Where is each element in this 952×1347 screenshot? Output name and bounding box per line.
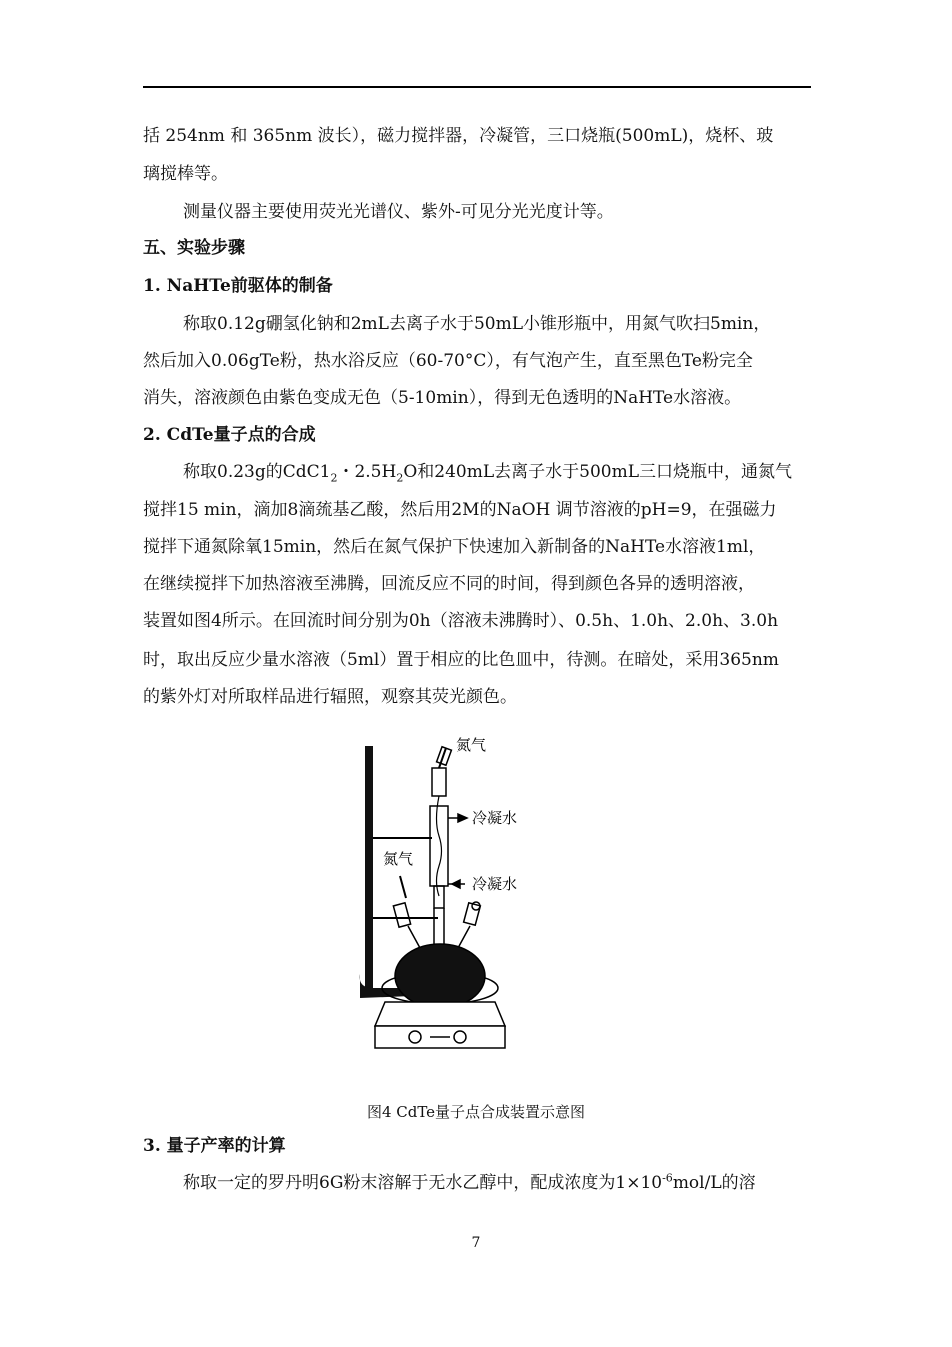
- subscript: 2: [330, 471, 338, 485]
- subsection-heading: 3. 量子产率的计算: [143, 1136, 286, 1156]
- body-line: 时，取出反应少量水溶液（5ml）置于相应的比色皿中，待测。在暗处，采用365nm: [143, 650, 779, 670]
- label-water-in: 冷凝水: [472, 875, 518, 893]
- body-line: 搅拌下通氮除氧15min，然后在氮气保护下快速加入新制备的NaHTe水溶液1ml，: [143, 537, 766, 557]
- hot-plate: [375, 1002, 505, 1026]
- subsection-heading: 1. NaHTe前驱体的制备: [143, 276, 333, 296]
- page-number: 7: [471, 1235, 481, 1251]
- body-line: 然后加入0.06gTe粉，热水浴反应（60-70°C），有气泡产生，直至黑色Te粉完全: [143, 351, 753, 371]
- body-line: 在继续搅拌下加热溶液至沸腾，回流反应不同的时间，得到颜色各异的透明溶液，: [143, 574, 755, 594]
- body-line: 搅拌15 min，滴加8滴巯基乙酸，然后用2M的NaOH 调节溶液的pH=9，在强磁力: [143, 500, 777, 520]
- text-part: mol/L的溶: [672, 1173, 756, 1193]
- body-line: 装置如图4所示。在回流时间分别为0h（溶液未沸腾时）、0.5h、1.0h、2.0h、3.0h: [143, 611, 779, 631]
- text-part: 称取0.23g的CdC1: [183, 462, 331, 482]
- flask: [395, 944, 485, 1008]
- body-line: [183, 1173, 756, 1193]
- label-water-out: 冷凝水: [472, 809, 518, 827]
- stand-rod: [365, 746, 373, 996]
- body-line: 测量仪器主要使用荧光光谱仪、紫外-可见分光光度计等。: [183, 202, 614, 222]
- section-heading: 五、实验步骤: [143, 238, 245, 258]
- subscript: 2: [396, 471, 404, 485]
- subsection-heading: 2. CdTe量子点的合成: [143, 425, 316, 445]
- text-part: ・2.5H: [337, 462, 397, 482]
- text-part: 称取一定的罗丹明6G粉末溶解于无水乙醇中，配成浓度为1×10: [183, 1173, 663, 1193]
- body-line: [183, 462, 792, 485]
- header-rule: [143, 86, 811, 88]
- superscript: -6: [662, 1171, 673, 1185]
- figure-caption: 图4 CdTe量子点合成装置示意图: [366, 1103, 586, 1121]
- body-line: 称取0.12g硼氢化钠和2mL去离子水于50mL小锥形瓶中，用氮气吹扫5min，: [183, 314, 771, 334]
- body-line: 括 254nm 和 365nm 波长），磁力搅拌器，冷凝管，三口烧瓶(500mL)，烧杯、玻: [143, 126, 774, 146]
- body-line: 璃搅棒等。: [143, 164, 228, 184]
- body-line: 消失，溶液颜色由紫色变成无色（5-10min），得到无色透明的NaHTe水溶液。: [143, 388, 742, 408]
- text-part: O和240mL去离子水于500mL三口烧瓶中，通氮气: [403, 462, 792, 482]
- body-line: 的紫外灯对所取样品进行辐照，观察其荧光颜色。: [143, 687, 517, 707]
- condenser: [430, 806, 448, 886]
- label-nitrogen-left: 氮气: [383, 850, 414, 868]
- apparatus-figure: [340, 726, 560, 1071]
- label-nitrogen-top: 氮气: [456, 736, 487, 754]
